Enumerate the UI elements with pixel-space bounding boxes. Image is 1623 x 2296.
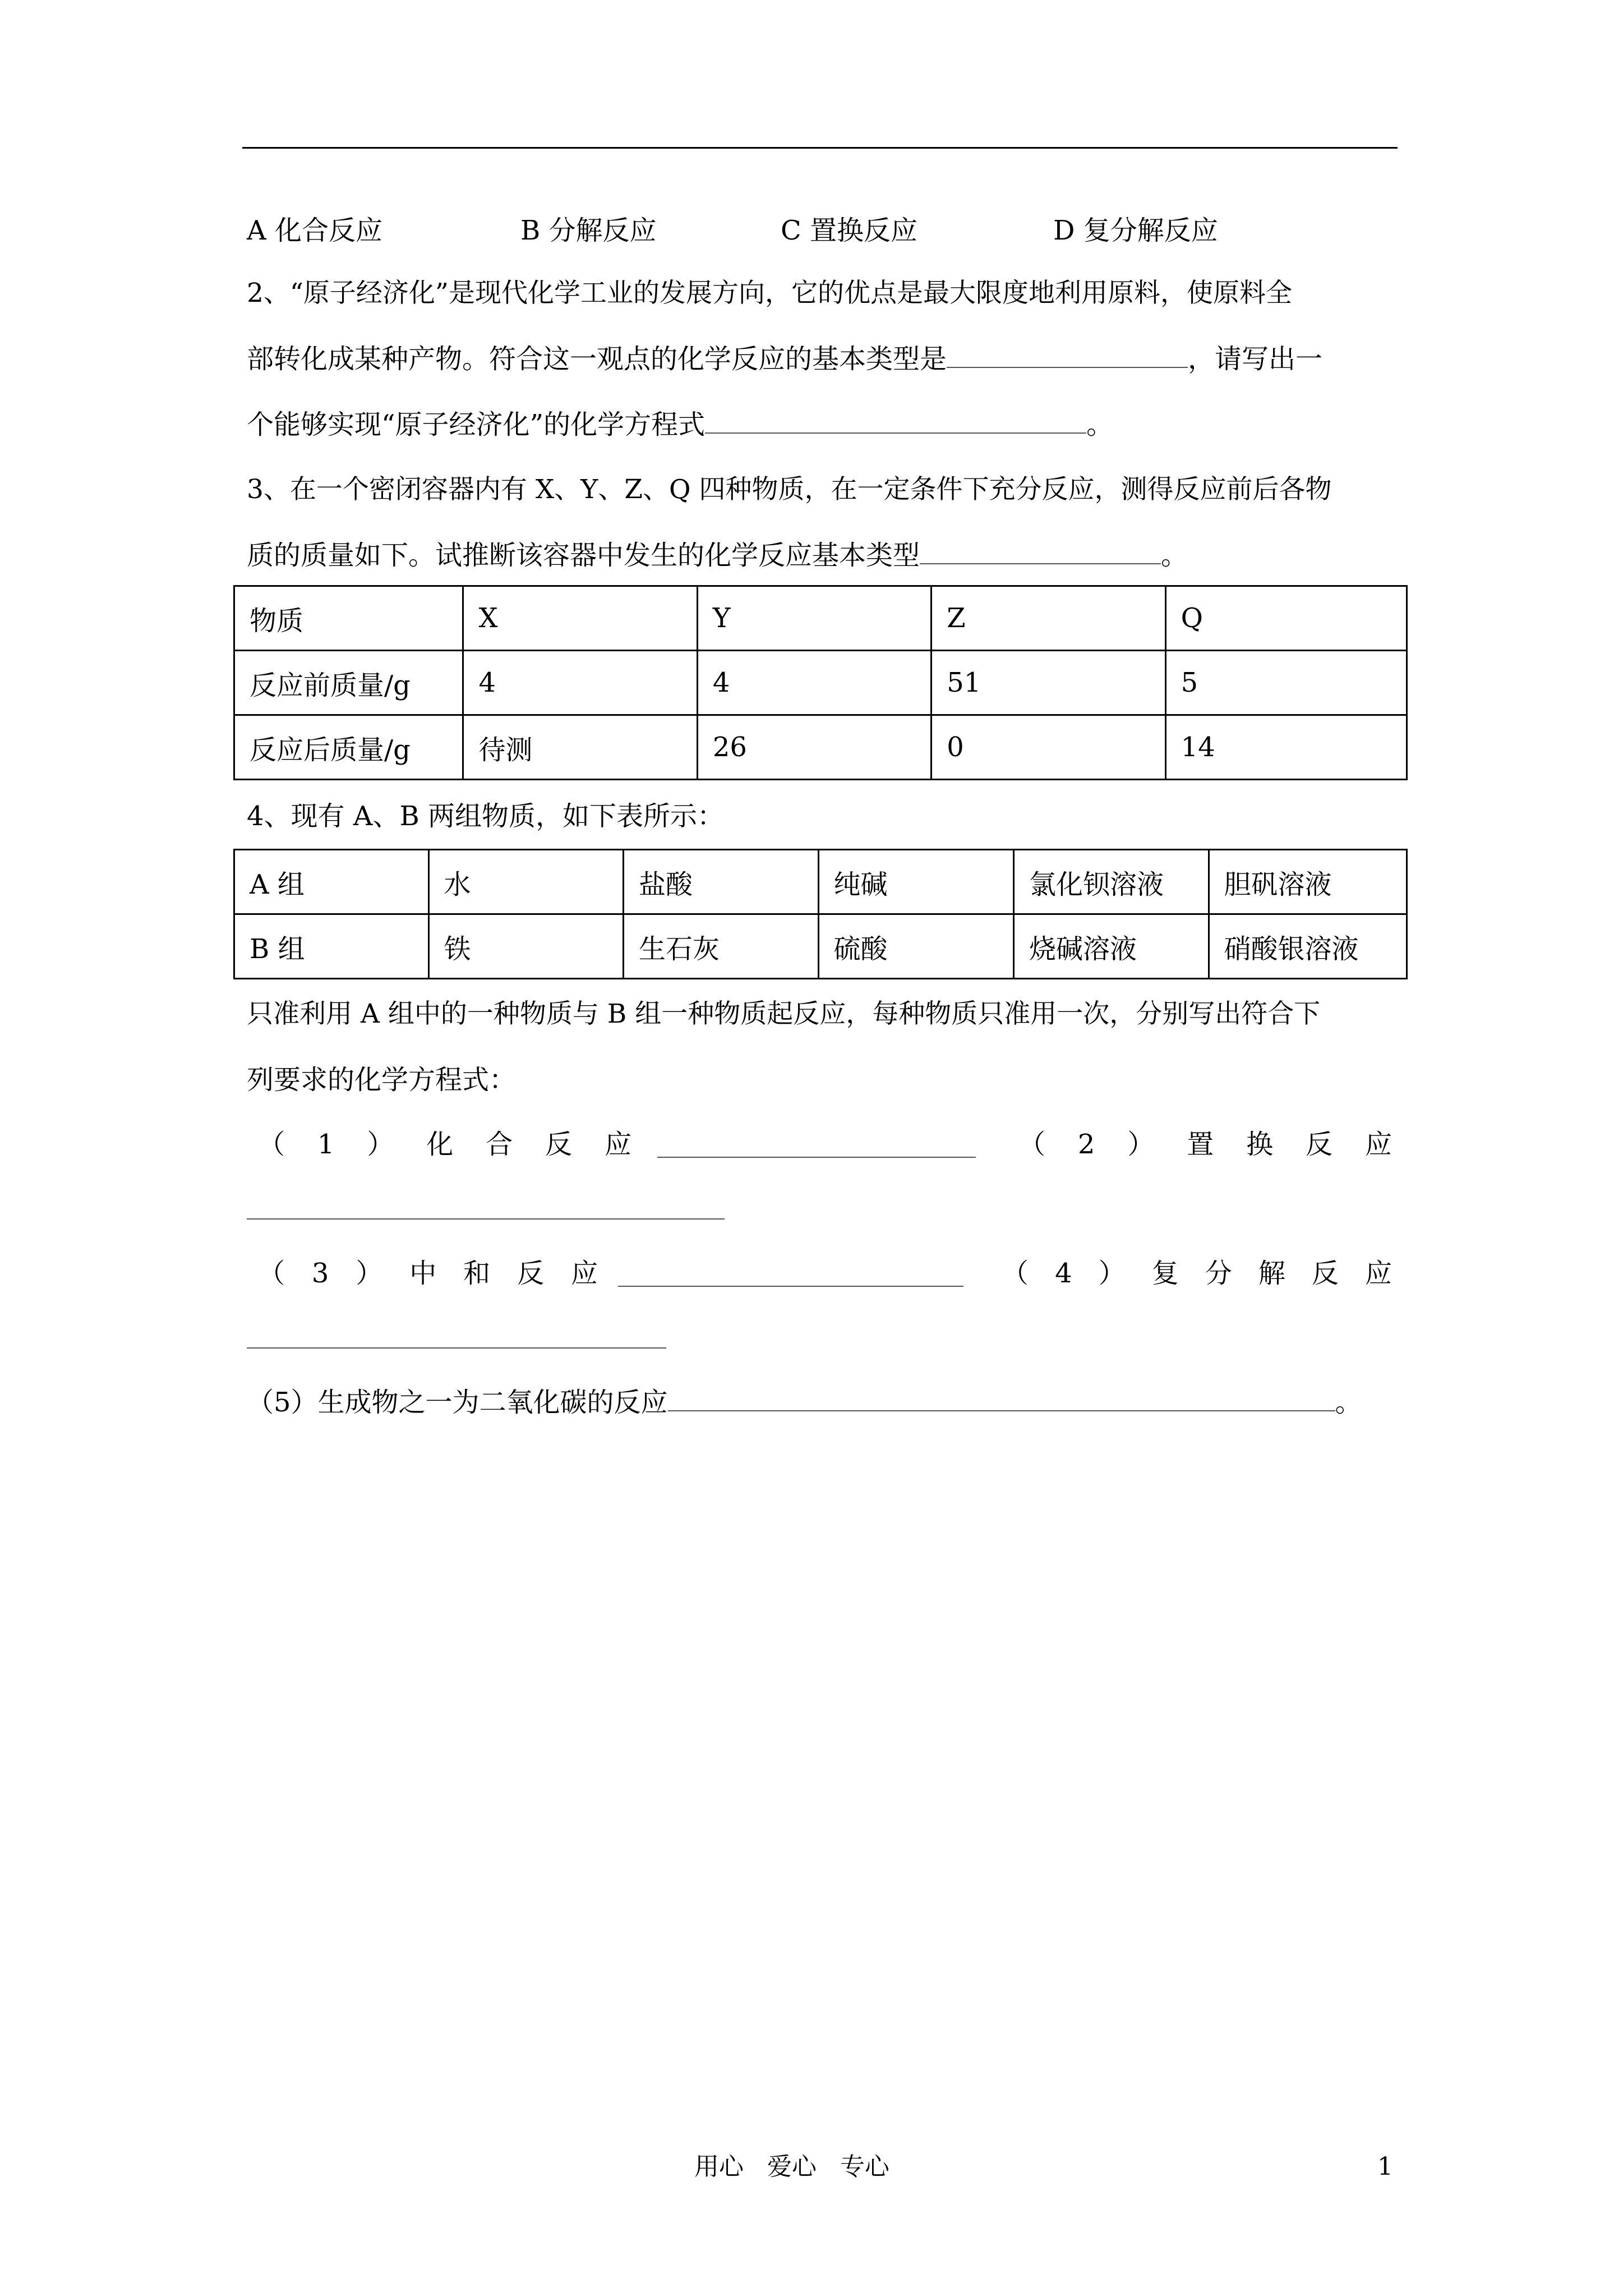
- q3-line-1: 3、在一个密闭容器内有 X、Y、Z、Q 四种物质，在一定条件下充分反应，测得反应前后各物: [247, 474, 1332, 505]
- option-a: A 化合反应: [247, 215, 382, 246]
- q4-groups-table: [233, 849, 1408, 979]
- q4-item-1-label: （ 1 ） 化 合 反 应: [258, 1129, 631, 1160]
- table-cell: Q: [1165, 586, 1407, 651]
- table-cell: 纯碱: [818, 850, 1014, 914]
- q4-item-2-label: （ 2 ） 置 换 反 应: [1018, 1129, 1392, 1160]
- table-cell: 反应前质量/g: [234, 651, 463, 715]
- q4-item-5: （5）生成物之一为二氧化碳的反应 。: [247, 1387, 1362, 1418]
- table-row: [234, 850, 1407, 914]
- header-rule: [242, 147, 1398, 149]
- q4-item-1-blank[interactable]: [657, 1157, 976, 1158]
- table-cell: Z: [932, 586, 1165, 651]
- q3-line-2: 质的质量如下。试推断该容器中发生的化学反应基本类型 。: [247, 540, 1188, 571]
- table-cell: X: [463, 586, 697, 651]
- table-cell: Y: [697, 586, 931, 651]
- table-cell: 5: [1165, 651, 1407, 715]
- q4-item-2-blank[interactable]: [247, 1218, 725, 1220]
- table-cell: 0: [932, 715, 1165, 780]
- q4-item-5-blank[interactable]: [668, 1388, 1335, 1411]
- table-row: [234, 914, 1407, 979]
- table-cell: B 组: [234, 914, 429, 979]
- table-cell: 14: [1165, 715, 1407, 780]
- table-row: [234, 651, 1407, 715]
- table-cell: 烧碱溶液: [1014, 914, 1209, 979]
- option-b: B 分解反应: [520, 215, 657, 246]
- page-number: 1: [1377, 2152, 1393, 2181]
- table-cell: A 组: [234, 850, 429, 914]
- q4-item-3-blank[interactable]: [618, 1286, 963, 1287]
- footer-motto: 用心 爱心 专心: [694, 2152, 889, 2181]
- q2-line-1: 2、“原子经济化”是现代化学工业的发展方向，它的优点是最大限度地利用原料，使原料全: [247, 278, 1292, 309]
- table-cell: 4: [697, 651, 931, 715]
- q4-instruction-line-1: 只准利用 A 组中的一种物质与 B 组一种物质起反应，每种物质只准用一次，分别写出符合下: [247, 999, 1321, 1029]
- q4-item-4-blank[interactable]: [247, 1347, 666, 1349]
- q2-answer-blank-1[interactable]: [947, 344, 1188, 368]
- table-cell: 硝酸银溶液: [1209, 914, 1407, 979]
- table-cell: 盐酸: [624, 850, 819, 914]
- option-d: D 复分解反应: [1053, 215, 1218, 246]
- q2-line-2: 部转化成某种产物。符合这一观点的化学反应的基本类型是 ，请写出一: [247, 343, 1323, 375]
- table-cell: 51: [932, 651, 1165, 715]
- table-cell: 氯化钡溶液: [1014, 850, 1209, 914]
- table-cell: 待测: [463, 715, 697, 780]
- table-cell: 4: [463, 651, 697, 715]
- q4-item-4-label: （ 4 ） 复 分 解 反 应: [1002, 1258, 1392, 1289]
- q3-mass-table: [233, 585, 1408, 780]
- q3-answer-blank[interactable]: [920, 541, 1161, 564]
- table-row: [234, 586, 1407, 651]
- q4-item-3-label: （ 3 ） 中 和 反 应: [258, 1258, 598, 1289]
- table-cell: 硫酸: [818, 914, 1014, 979]
- table-cell: 物质: [234, 586, 463, 651]
- q4-intro: 4、现有 A、B 两组物质，如下表所示：: [247, 800, 724, 832]
- table-cell: 铁: [428, 914, 624, 979]
- q2-line-3: 个能够实现“原子经济化”的化学方程式 。: [247, 409, 1114, 440]
- table-cell: 胆矾溶液: [1209, 850, 1407, 914]
- table-row: [234, 715, 1407, 780]
- option-c: C 置换反应: [781, 215, 918, 246]
- table-cell: 反应后质量/g: [234, 715, 463, 780]
- table-cell: 26: [697, 715, 931, 780]
- q4-instruction-line-2: 列要求的化学方程式：: [247, 1064, 517, 1096]
- table-cell: 水: [428, 850, 624, 914]
- q2-answer-blank-2[interactable]: [705, 410, 1086, 434]
- table-cell: 生石灰: [624, 914, 819, 979]
